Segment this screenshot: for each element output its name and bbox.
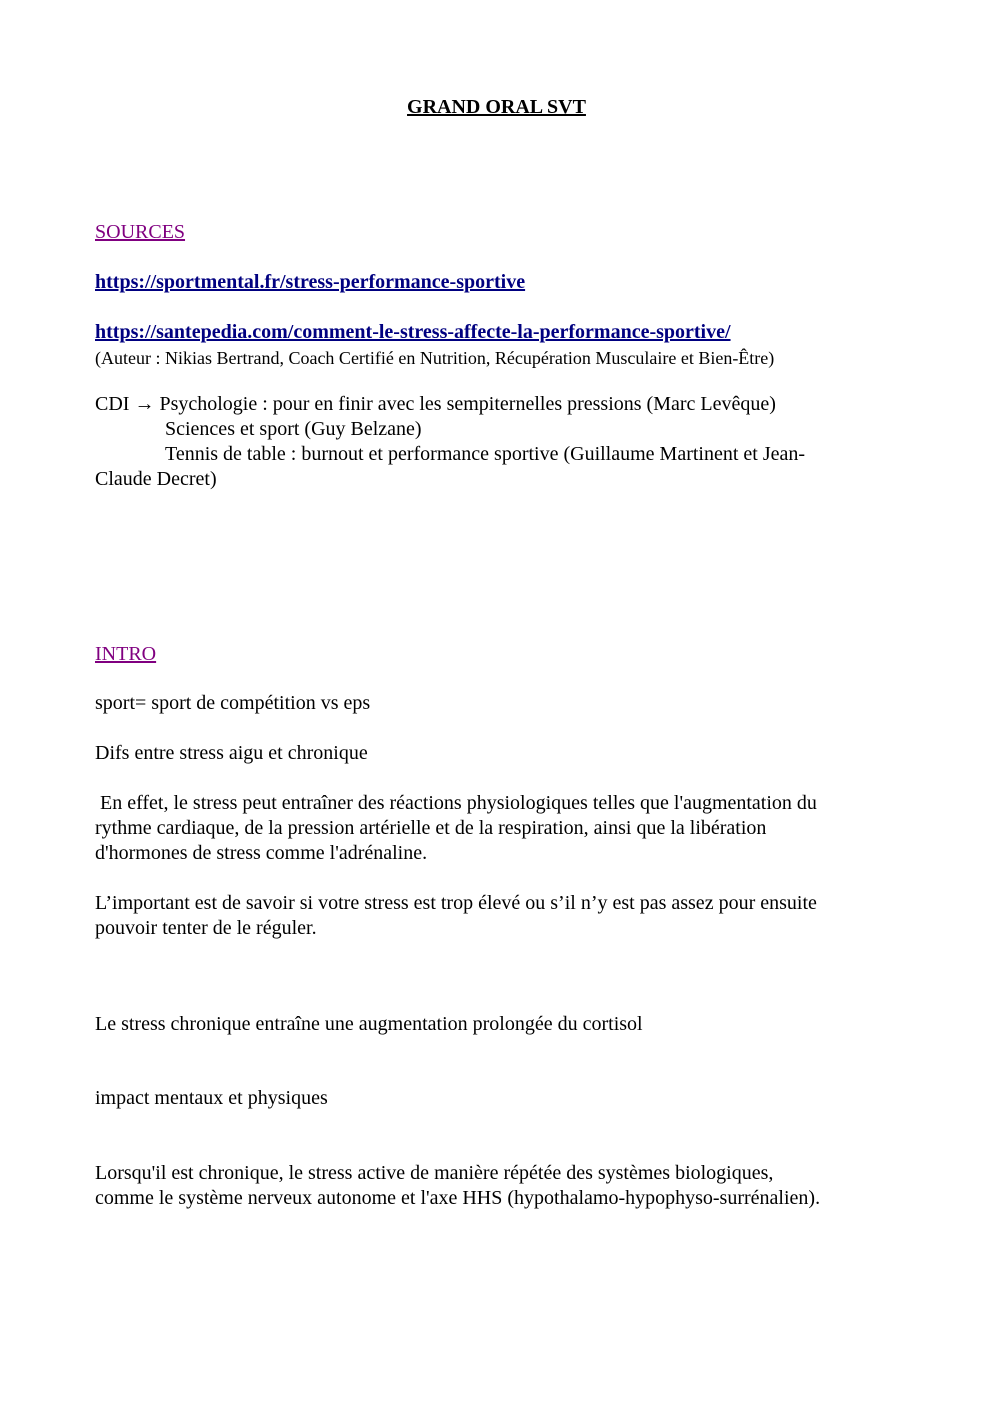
sources-heading: SOURCES	[95, 221, 186, 243]
intro-paragraph-effet-line3: d'hormones de stress comme l'adrénaline.	[95, 842, 428, 864]
intro-paragraph-sport: sport= sport de compétition vs eps	[95, 692, 371, 714]
intro-paragraph-chronique-line1: Lorsqu'il est chronique, le stress active de manière répétée des systèmes biologiques,	[95, 1162, 774, 1184]
source-link-santepedia[interactable]: https://santepedia.com/comment-le-stress-affecte-la-performance-sportive/	[95, 321, 731, 343]
intro-heading: INTRO	[95, 643, 157, 665]
cdi-line: CDI → Psychologie : pour en finir avec les sempiternelles pressions (Marc Levêque)	[95, 393, 776, 415]
cdi-item-sciences-sport: Sciences et sport (Guy Belzane)	[165, 418, 422, 440]
cdi-item-tennis-line2: Claude Decret)	[95, 468, 217, 490]
cdi-item-tennis-line1: Tennis de table : burnout et performance sportive (Guillaume Martinent et Jean-	[165, 443, 806, 465]
source-link-sportmental[interactable]: https://sportmental.fr/stress-performance-sportive	[95, 271, 526, 293]
intro-paragraph-difs: Difs entre stress aigu et chronique	[95, 742, 368, 764]
intro-paragraph-important-line1: L’important est de savoir si votre stress est trop élevé ou s’il n’y est pas assez pour ensuite	[95, 892, 817, 914]
intro-paragraph-important-line2: pouvoir tenter de le réguler.	[95, 917, 317, 939]
intro-paragraph-effet-line2: rythme cardiaque, de la pression artérielle et de la respiration, ainsi que la libération	[95, 817, 767, 839]
intro-paragraph-impact: impact mentaux et physiques	[95, 1087, 328, 1109]
author-note: (Auteur : Nikias Bertrand, Coach Certifié en Nutrition, Récupération Musculaire et Bien-Être)	[95, 348, 775, 368]
intro-paragraph-effet-line1: En effet, le stress peut entraîner des réactions physiologiques telles que l'augmentation du	[95, 792, 817, 814]
page-title: GRAND ORAL SVT	[407, 96, 586, 118]
intro-paragraph-cortisol: Le stress chronique entraîne une augmentation prolongée du cortisol	[95, 1013, 643, 1035]
intro-paragraph-chronique-line2: comme le système nerveux autonome et l'axe HHS (hypothalamo-hypophyso-surrénalien).	[95, 1187, 821, 1209]
